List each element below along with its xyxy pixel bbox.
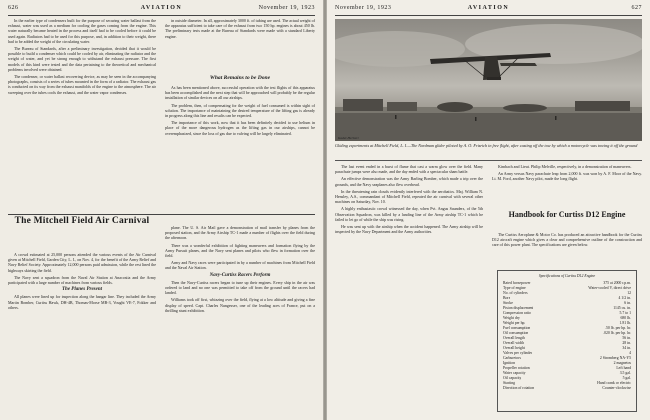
left-magazine-title: AVIATION	[140, 5, 183, 11]
photo-caption: Gliding experiments at Mitchell Field, L. I.—The Nordman glider piloted by A. O. Frisrich in free flight, after casting off the tow by which a motorcycle was towing it off the ground	[335, 143, 638, 148]
spec-key: Overall width	[503, 341, 524, 345]
paragraph: The last event ended in a burst of flame that cast a warm glow over the field. Many parachute jumps were also made, and the day ended with a spectacular sham battle.	[335, 164, 483, 175]
paragraph: He was sent up with the airship when the accident happened. The Army airship will be inspected by the Navy Department and the Army authorities.	[335, 224, 483, 235]
spec-value: .50 lb. per hp. hr.	[605, 326, 631, 330]
right-column-2-handbook	[492, 232, 642, 266]
spec-key: Weight dry	[503, 316, 520, 320]
spec-value: 1145 cu. in.	[613, 306, 631, 310]
spec-value: 2 Stromberg NA-Y5	[599, 356, 631, 360]
planes-present-heading: The Planes Present	[62, 287, 102, 293]
spec-value: 12	[627, 291, 631, 295]
spec-row	[503, 386, 631, 391]
spec-value: 5.7 to 1	[619, 311, 631, 315]
spec-value: Counter-clockwise	[602, 386, 631, 390]
spec-table-title: Specifications of Curtiss D12 Engine	[538, 274, 596, 278]
spec-value: Left hand	[616, 366, 631, 370]
paragraph: A crowd estimated at 25,000 persons attended the various events of the Air Carnival given at Mitchell Field, Garden City, L. I., on Nov. 4, for the benefit of the Army Relief and Navy Relief Society. Approximately 12,000 persons paid admission, while the rest lined the highways skirting the field.	[8, 252, 156, 273]
paragraph: The importance of this work, now that it has been definitely decided to use helium in place of the more dangerous hydrogen as the lifting gas in our airships, cannot be overemphasized, since the loss of gas due to valving will be largely eliminated.	[165, 120, 315, 136]
spec-key: Water capacity	[503, 371, 526, 375]
spec-value: 4 1/2 in.	[618, 296, 631, 300]
engine-spec-table	[497, 270, 637, 412]
right-magazine-title: AVIATION	[467, 5, 510, 11]
paragraph: An Army versus Navy parachute leap from 2,000 ft. was won by A. F. Moor of the Navy. Lt. M. Ford, another Navy pilot, made the long flight.	[492, 171, 642, 182]
left-column-2-top	[165, 18, 315, 54]
spec-key: Weight per hp.	[503, 321, 526, 325]
handbook-article-title: Handbook for Curtiss D12 Engine	[508, 210, 626, 219]
paragraph: The condenser, or water ballast recovering device, as may be seen in the accompanying photographs, consists of a series of tubes mounted in the form of a radiator. The exhaust gas is conducted on its way from the exhaust manifolds of the engine to the atmosphere. The air sweeping over the tubes cools the exhaust, and the water vapor condenses.	[8, 74, 156, 95]
spec-key: Direction of rotation	[503, 386, 535, 390]
spec-key: Oil capacity	[503, 376, 522, 380]
paragraph: plane. The U. S. Air Mail gave a demonstration of mail transfer by planes from the proposed station, and the Army Airship TC-1 made a number of flights over the field during the afternoon.	[165, 225, 315, 241]
right-running-head	[335, 5, 642, 15]
left-column-1-top	[8, 18, 156, 216]
spec-key: Type of engine	[503, 286, 526, 290]
paragraph: Kimbach and Lieut. Philip Melville, respectively, in a demonstration of maneuvers.	[498, 164, 632, 169]
left-column-2-mid	[165, 85, 315, 216]
spec-value: .020 lb. per hp. hr.	[603, 331, 631, 335]
article-divider	[8, 214, 315, 215]
spec-key: Fuel consumption	[503, 326, 531, 330]
paragraph: In the earlier type of condensers built for the purpose of securing water ballast from the exhaust, water was used as a medium for cooling the gases coming from the engine. This water naturally became heated in the process and itself had to be cooled before it could be used again. Radiators had to be used for this purpose, and, in addition to their weight, there had to be added the weight of the circulating water.	[8, 18, 156, 44]
left-column-1-bottom	[8, 252, 156, 414]
spec-key: Propeller rotation	[503, 366, 530, 370]
paragraph: Then the Navy-Curtiss racers began to tune up their engines. Every ship in the air was ordered to land and no one was permitted to take off from the ground until the racers had landed.	[165, 279, 315, 296]
paragraph: A highly enthusiastic crowd witnessed the day, when Pvt. Angus Saunders, of the 5th Observation Squadron, was killed by a landing line of the Army airship TC-1 which he failed to let go of while the ship was rising.	[335, 206, 483, 222]
spec-value: 56 in.	[622, 336, 631, 340]
spec-value: 34 in.	[622, 346, 631, 350]
spec-value: 375 at 2000 r.p.m.	[603, 281, 631, 285]
spec-value: 1.81 lb.	[619, 321, 631, 325]
right-page-number: 627	[631, 5, 642, 11]
left-page	[0, 0, 323, 420]
spec-key: Overall height	[503, 346, 525, 350]
caption-rule	[335, 160, 642, 161]
glider-photo-svg	[335, 19, 642, 141]
right-page	[327, 0, 650, 420]
right-column-2-top	[492, 164, 642, 204]
spec-key: Oil consumption	[503, 331, 529, 335]
spec-value: Water-cooled V, direct drive	[588, 286, 631, 290]
spec-key: Bore	[503, 296, 511, 300]
glider-photograph	[335, 19, 642, 141]
left-head-rule	[8, 15, 315, 16]
photo-credit: Kadel-Herbert	[338, 136, 359, 140]
paragraph: In the threatening rain clouds evidently interfered with the aerobatics. Maj. William N. Hensley, A.S., commandant of Mitchell Field, repeated the air carnival with several other machines on Saturday, Nov. 10.	[335, 188, 483, 205]
paragraph: An effective demonstration was the Army Barling Bomber, which made a trip over the grounds, and the Navy seaplanes also flew overhead.	[335, 176, 483, 187]
spec-value: 4	[629, 351, 631, 355]
spec-value: 2 magnetos	[613, 361, 631, 365]
paragraph: There was a wonderful exhibition of fighting maneuvers and formation flying by the Army Pursuit planes, and the Navy sent planes and pilots who flew in formation over the field.	[165, 242, 315, 259]
spec-value: 680 lb.	[620, 316, 631, 320]
left-page-date: November 19, 1923	[258, 5, 315, 11]
paragraph: As has been mentioned above, successful operation with the test flights of this apparatus has been accomplished and the next step that will be approached will probably be the regular installation of similar devices on all our airships.	[165, 85, 315, 101]
paragraph: The Curtiss Aeroplane & Motor Co. has produced an attractive handbook for the Curtiss D12 aircraft engine which gives a clear and comprehensive outline of the construction and care of this power plant. The specifications are given below.	[492, 232, 642, 248]
paragraph: All planes were lined up for inspection along the hangar line. They included the Army Martin Bomber, Curtiss Hawk, DH-4B, Thomas-Morse MB-3, Vought VE-7, Fokker and others.	[8, 294, 156, 310]
spec-key: Valves per cylinder	[503, 351, 533, 355]
spec-value: Hand crank or electric	[597, 381, 631, 385]
spec-key: Carburetors	[503, 356, 521, 360]
spec-key: Stroke	[503, 301, 513, 305]
left-page-number: 626	[8, 5, 19, 11]
right-page-date: November 19, 1923	[335, 5, 392, 11]
right-column-1	[335, 164, 483, 414]
left-column-2-bottom	[165, 225, 315, 414]
spec-key: No. of cylinders	[503, 291, 528, 295]
left-running-head	[8, 5, 315, 15]
spec-key: Overall length	[503, 336, 525, 340]
spec-key: Piston displacement	[503, 306, 534, 310]
spec-key: Starting	[503, 381, 516, 385]
right-head-rule	[335, 15, 642, 16]
paragraph: The problem, then, of compensating for the weight of fuel consumed is within sight of solution. The importance of maintaining the desired temperature of the lifting gas is already in progress along this line and results can be expected.	[165, 102, 315, 119]
paragraph: The Navy sent a squadron from the Naval Air Station at Anacostia and the Army participated with a large number of machines from various fields.	[8, 274, 156, 286]
paragraph: The Bureau of Standards, after a preliminary investigation, decided that it would be possible to build a condenser which could be cooled by air, eliminating the radiator and the weight of water, and yet be strong enough to withstand the exhaust pressure. The first models of this kind were tested and the data pertaining to the theoretical and mechanical problems involved were obtained.	[8, 46, 156, 72]
spec-value: 28 in.	[622, 341, 631, 345]
spec-rows	[503, 281, 631, 391]
spec-value: 3.5 gal.	[619, 371, 631, 375]
paragraph: Williams took off first, whizzing over the field, flying at a low altitude and giving a fine display of speed. Capt. Charles Nungesser, one of the leading aces of France, put on a thrilling stunt exhibition.	[165, 297, 315, 313]
navy-curtiss-heading: Navy-Curtiss Racers Perform	[209, 272, 271, 278]
spec-key: Ignition	[503, 361, 516, 365]
paragraph: Army and Navy races were participated in by a number of machines from Mitchell Field and the Naval Air Station.	[165, 260, 315, 271]
spec-value: 5 gal.	[622, 376, 631, 380]
spec-key: Compression ratio	[503, 311, 531, 315]
what-remains-heading: What Remains to be Done	[209, 75, 271, 81]
spec-value: 6 in.	[624, 301, 631, 305]
spec-key: Rated horsepower	[503, 281, 531, 285]
paragraph: in outside diameter. In all, approximately 3000 ft. of tubing are used. The actual weight of the apparatus sufficient to take care of the exhaust from two 150 hp. engines is about 450 lb. The preliminary tests made at the Bureau of Standards were made with a standard Liberty engine.	[165, 18, 315, 39]
carnival-article-title: The Mitchell Field Air Carnival	[14, 216, 150, 226]
